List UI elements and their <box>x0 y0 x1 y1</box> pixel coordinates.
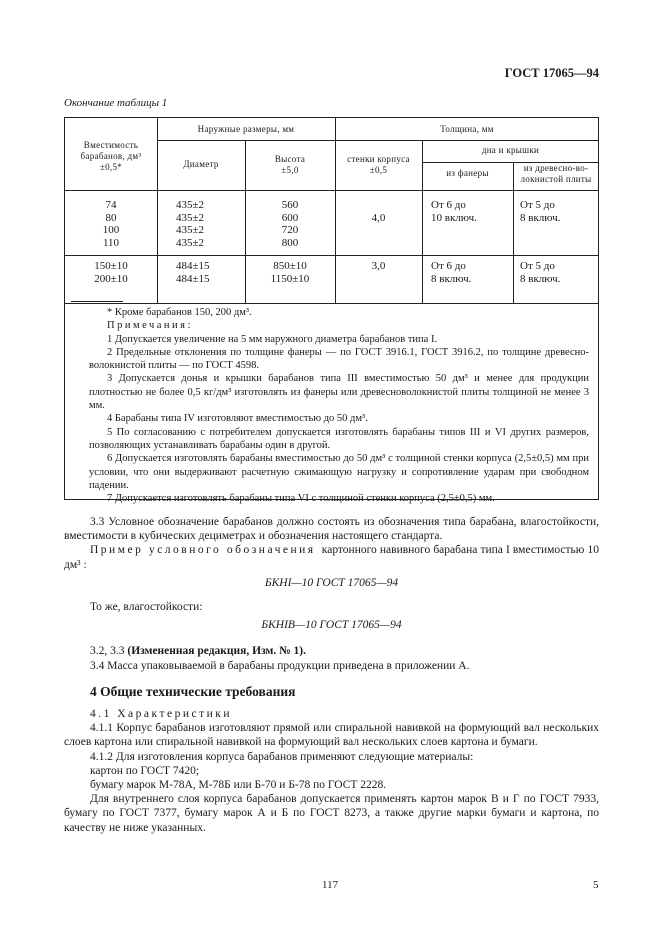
header-thickness: Толщина, мм <box>440 124 494 134</box>
header-outer-dimensions: Наружные размеры, мм <box>197 124 295 134</box>
note-2: 2 Предельные отклонения по толщине фанеры — по ГОСТ 3916.1, ГОСТ 3916.2, по толщине древесно-волокнистой плиты — по ГОСТ 4598. <box>89 346 589 372</box>
para-3-4: 3.4 Масса упаковываемой в барабаны продукции приведена в приложении А. <box>90 659 470 672</box>
amendment-text: (Измененная редакция, Изм. № 1). <box>127 645 307 658</box>
page-number-right: 5 <box>593 879 599 891</box>
para-4-1-1: 4.1.1 Корпус барабанов изготовляют прямой или спиральной навивкой на формующий вал нескольких слоев картона или спиральной навивкой на формующий вал нескольких слоев картона и бумаги. <box>64 722 599 749</box>
para-3-3: 3.3 Условное обозначение барабанов должно состоять из обозначения типа барабана, влагостойкости, вместимости в кубических дециметрах и обозначения настоящего стандарта. <box>64 516 599 543</box>
example-label: Пример условного обозначения <box>90 544 316 557</box>
dimensions-table <box>64 117 599 505</box>
header-bottom-lid: дна и крышки <box>481 145 540 155</box>
group2-height: 850±10 1150±10 <box>270 260 310 285</box>
para-inner-layer: Для внутреннего слоя корпуса барабанов допускается применять картон марок В и Г по ГОСТ 7933, бумагу по ГОСТ 7377, бумагу марок А и Б по ГОСТ 8273, а также другие марки бумаги и картона, по качеству не ниже указанных. <box>64 793 599 834</box>
material-cardboard: картон по ГОСТ 7420; <box>90 764 200 777</box>
footnote-rule <box>71 301 123 302</box>
header-diameter: Диаметр <box>183 159 219 169</box>
document-header: ГОСТ 17065—94 <box>504 66 599 80</box>
note-7: 7 Допускается изготовлять барабаны типа VI с толщиной стенки корпуса (2,5±0,5) мм. <box>107 493 495 505</box>
example-designation-2: БКНIВ—10 ГОСТ 17065—94 <box>261 619 402 632</box>
group2-capacity: 150±10 200±10 <box>94 260 128 285</box>
page-number-center: 117 <box>322 879 339 891</box>
para-example <box>64 543 599 571</box>
group2-wall: 3,0 <box>371 260 386 272</box>
note-6: 6 Допускается изготовлять барабаны вместимостью до 50 дм³ с толщиной стенки корпуса (2,5±0,5) мм при условии, что они выдерживают расчетную сжимающую нагрузку и сопротивление ударам при свободном падении. <box>89 453 589 491</box>
example-designation-1: БКНI—10 ГОСТ 17065—94 <box>264 576 399 589</box>
footnote: * Кроме барабанов 150, 200 дм³. <box>107 307 252 318</box>
example-text: картонного навивного барабана типа I вместимостью 10 дм³ : <box>64 544 599 571</box>
group2-fibreboard: От 5 до 8 включ. <box>520 260 561 285</box>
main-text <box>64 515 599 835</box>
subsection-4-1: 4.1 Характеристики <box>90 708 233 721</box>
header-plywood: из фанеры <box>446 168 489 178</box>
amendment-number: 3.2, 3.3 <box>90 645 125 658</box>
header-fibreboard: из древесно-во- локнистой плиты <box>520 163 592 184</box>
note-1: 1 Допускается увеличение на 5 мм наружного диаметра барабанов типа I. <box>107 333 438 345</box>
para-4-1-2: 4.1.2 Для изготовления корпуса барабанов применяют следующие материалы: <box>90 750 474 763</box>
section-heading: 4 Общие технические требования <box>90 683 296 699</box>
amendment-note <box>64 644 599 658</box>
header-height: Высота ±5,0 <box>274 154 306 175</box>
group1-diameter: 435±2 435±2 435±2 435±2 <box>176 199 205 249</box>
header-capacity: Вместимость барабанов, дм³ ±0,5* <box>80 140 142 172</box>
group1-wall: 4,0 <box>371 212 386 224</box>
group1-capacity: 74 80 100 110 <box>102 199 120 249</box>
notes-title: Примечания: <box>107 320 193 332</box>
material-paper: бумагу марок М-78А, М-78Б или Б-70 и Б-78 по ГОСТ 2228. <box>90 779 387 792</box>
header-wall: стенки корпуса ±0,5 <box>347 154 410 175</box>
group1-height: 560 600 720 800 <box>281 199 299 249</box>
group2-diameter: 484±15 484±15 <box>176 260 210 285</box>
note-3: 3 Допускается донья и крышки барабанов типа III вместимостью 50 дм³ и менее для продукции плотностью не более 0,5 кг/дм³ изготовлять из фанеры или древесноволокнистой плиты толщиной не менее 3 мм. <box>89 373 589 412</box>
table-caption: Окончание таблицы 1 <box>64 97 168 109</box>
group1-plywood: От 6 до 10 включ. <box>431 199 477 224</box>
table-notes <box>89 306 589 505</box>
group2-plywood: От 6 до 8 включ. <box>431 260 472 285</box>
note-4: 4 Барабаны типа IV изготовляют вместимостью до 50 дм³. <box>107 413 368 425</box>
note-5: 5 По согласованию с потребителем допускается изготовлять барабаны типов III и VI других размеров, позволяющих устанавливать барабаны один в другой. <box>89 426 589 451</box>
same-moisture: То же, влагостойкости: <box>90 601 203 614</box>
group1-fibreboard: От 5 до 8 включ. <box>520 199 561 224</box>
